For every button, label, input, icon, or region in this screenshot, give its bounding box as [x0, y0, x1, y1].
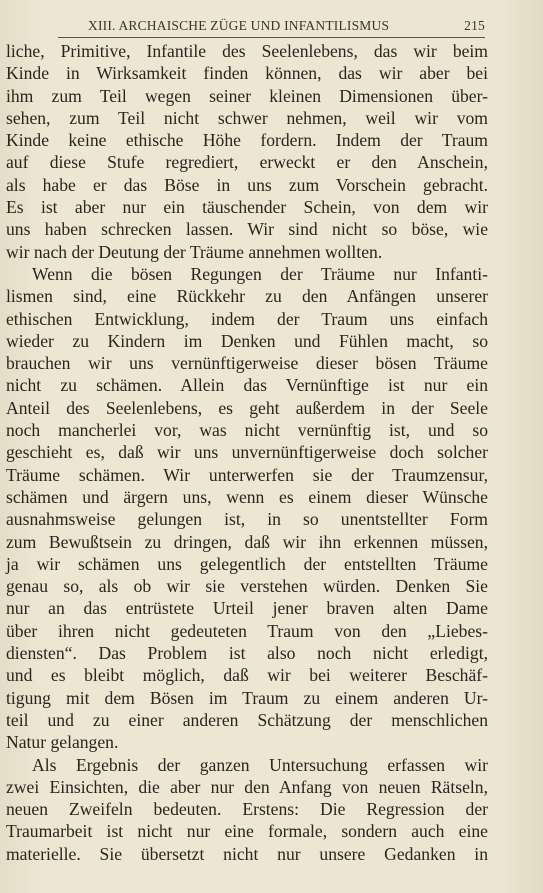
text-line: ihm zum Teil wegen seiner kleinen Dimensionen über-: [6, 85, 488, 106]
text-line: brauchen wir uns vernünftigerweise dieser bösen Träume: [6, 353, 488, 374]
text-line: geschieht es, daß wir uns unvernünftigerweise doch solcher: [6, 442, 488, 463]
text-line: nur an das entrüstete Urteil jener braven alten Dame: [6, 598, 488, 619]
text-line: Träume schämen. Wir unterwerfen sie der Traumzensur,: [6, 464, 488, 485]
text-line: uns haben schrecken lassen. Wir sind nicht so böse, wie: [6, 219, 488, 240]
header-rule: [58, 37, 485, 38]
text-line: sehen, zum Teil nicht schwer nehmen, weil wir vom: [6, 107, 488, 128]
text-line: ja wir schämen uns gelegentlich der entstellten Träume: [6, 553, 488, 574]
text-line: Traumarbeit ist nicht nur eine formale, sondern auch eine: [6, 821, 488, 842]
page-number: 215: [464, 18, 485, 33]
text-line: wieder zu Kindern im Denken und Fühlen macht, so: [6, 330, 488, 351]
text-line: zwei Einsichten, die aber nur den Anfang von neuen Rätseln,: [6, 776, 488, 797]
paragraph-first-line: Wenn die bösen Regungen der Träume nur Infanti-: [32, 263, 488, 284]
text-line: noch mancherlei vor, was nicht vernünftig ist, und so: [6, 420, 488, 441]
chapter-title: XIII. ARCHAISCHE ZÜGE UND INFANTILISMUS: [88, 18, 390, 33]
running-head: [88, 16, 485, 36]
text-line: schämen und ärgern uns, wenn es einem dieser Wünsche: [6, 486, 488, 507]
text-line: über ihren nicht gedeuteten Traum von den „Liebes-: [6, 620, 488, 641]
text-line: nicht zu schämen. Allein das Vernünftige ist nur ein: [6, 375, 488, 396]
paragraph-first-line: Als Ergebnis der ganzen Untersuchung erfassen wir: [32, 754, 488, 775]
text-line: neuen Zweifeln bedeuten. Erstens: Die Regression der: [6, 799, 488, 820]
text-line: genau so, als ob wir sie verstehen würden. Denken Sie: [6, 576, 488, 597]
text-line: tigung mit dem Bösen im Traum zu einem anderen Ur-: [6, 687, 488, 708]
text-line: als habe er das Böse in uns zum Vorschein gebracht.: [6, 174, 488, 195]
text-line: diensten“. Das Problem ist also noch nicht erledigt,: [6, 643, 488, 664]
text-line: ausnahmsweise gelungen ist, in so unentstellter Form: [6, 509, 488, 530]
text-line: Anteil des Seelenlebens, es geht außerdem in der Seele: [6, 397, 488, 418]
text-line: auf diese Stufe regrediert, erweckt er den Anschein,: [6, 152, 488, 173]
text-line: teil und zu einer anderen Schätzung der menschlichen: [6, 709, 488, 730]
text-line: zum Bewußtsein zu dringen, daß wir ihn erkennen müssen,: [6, 531, 488, 552]
text-line: Kinde keine ethische Höhe fordern. Indem der Traum: [6, 130, 488, 151]
body-text: [6, 40, 488, 865]
text-line: und es bleibt möglich, daß wir bei weiterer Beschäf-: [6, 665, 488, 686]
text-line: lismen sind, eine Rückkehr zu den Anfängen unserer: [6, 286, 488, 307]
text-line: Natur gelangen.: [6, 732, 119, 753]
text-line: Kinde in Wirksamkeit finden können, das wir aber bei: [6, 63, 488, 84]
text-line: materielle. Sie übersetzt nicht nur unsere Gedanken in: [6, 843, 488, 864]
text-line: ethischen Entwicklung, indem der Traum uns einfach: [6, 308, 488, 329]
text-line: wir nach der Deutung der Träume annehmen wollten.: [6, 241, 383, 262]
text-line: liche, Primitive, Infantile des Seelenlebens, das wir beim: [6, 41, 488, 61]
text-line: Es ist aber nur ein täuschender Schein, von dem wir: [6, 197, 488, 218]
